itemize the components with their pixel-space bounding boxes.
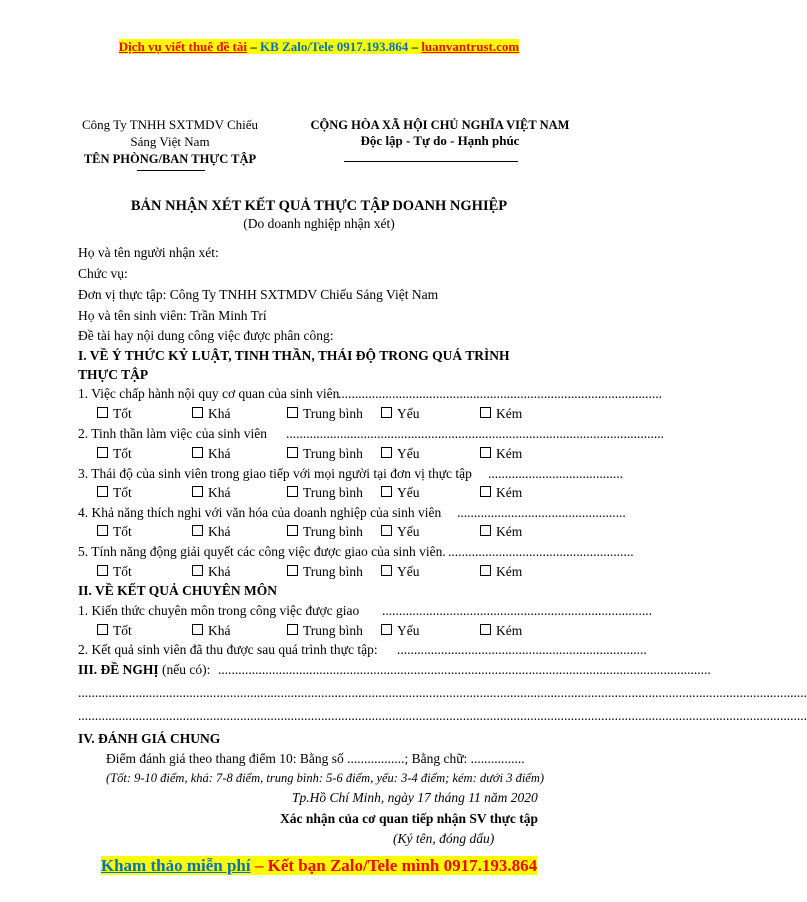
answer-dots: ........................................................................................................................................................................................................................ [78,685,807,700]
answer-dots: .................................................. [457,505,626,520]
section2-item-1: 1. Kiến thức chuyên môn trong công việc được giao [78,603,360,618]
document-title: BẢN NHẬN XÉT KẾT QUẢ THỰC TẬP DOANH NGHIỆP [130,198,508,214]
checkbox-icon[interactable] [287,624,298,635]
department-name: TÊN PHÒNG/BAN THỰC TẬP [83,152,257,166]
option-fair[interactable]: Khá [192,405,231,423]
checkbox-icon[interactable] [381,486,392,497]
option-weak[interactable]: Yếu [381,523,420,541]
option-average[interactable]: Trung bình [287,622,363,640]
checkbox-icon[interactable] [287,486,298,497]
checkbox-icon[interactable] [381,525,392,536]
option-good[interactable]: Tốt [97,563,132,581]
option-weak[interactable]: Yếu [381,445,420,463]
checkbox-icon[interactable] [287,407,298,418]
option-weak[interactable]: Yếu [381,622,420,640]
section4-heading: IV. ĐÁNH GIÁ CHUNG [78,731,221,746]
checkbox-icon[interactable] [381,407,392,418]
checkbox-icon[interactable] [381,565,392,576]
section1-item-1: 1. Việc chấp hành nội quy cơ quan của sinh viên [78,386,340,401]
answer-dots: ................................................................................................ [338,386,662,401]
confirm-line: Xác nhận của cơ quan tiếp nhận SV thực tập [280,811,539,826]
checkbox-icon[interactable] [97,624,108,635]
section1-heading-line1: I. VỀ Ý THỨC KỶ LUẬT, TINH THẦN, THÁI ĐỘ TRONG QUÁ TRÌNH [78,348,510,363]
checkbox-icon[interactable] [97,486,108,497]
option-weak[interactable]: Yếu [381,563,420,581]
checkbox-icon[interactable] [480,624,491,635]
document-subtitle: (Do doanh nghiệp nhận xét) [243,216,395,231]
checkbox-icon[interactable] [192,624,203,635]
answer-dots: .................................................................................................................................................. [218,662,711,677]
answer-dots: ........................................ [488,466,623,481]
option-weak[interactable]: Yếu [381,405,420,423]
answer-dots: ................................................................................ [382,603,652,618]
checkbox-icon[interactable] [480,565,491,576]
option-poor[interactable]: Kém [480,405,522,423]
section1-item-5: 5. Tính năng động giải quyết các công việc được giao của sinh viên. [78,544,446,559]
option-average[interactable]: Trung bình [287,445,363,463]
checkbox-icon[interactable] [192,407,203,418]
option-fair[interactable]: Khá [192,563,231,581]
option-fair[interactable]: Khá [192,445,231,463]
free-reference-link[interactable]: Kham thảo miễn phí [100,856,251,875]
top-banner: Dịch vụ viết thuê đề tài – KB Zalo/Tele 0917.193.864 – luanvantrust.com [118,39,520,54]
bottom-banner [0,856,638,876]
option-good[interactable]: Tốt [97,445,132,463]
company-name-line2: Sáng Việt Nam [130,134,210,149]
service-link[interactable]: Dịch vụ viết thuê đề tài [118,39,247,54]
option-fair[interactable]: Khá [192,484,231,502]
checkbox-icon[interactable] [381,624,392,635]
checkbox-icon[interactable] [381,447,392,458]
option-fair[interactable]: Khá [192,523,231,541]
checkbox-icon[interactable] [97,447,108,458]
option-poor[interactable]: Kém [480,523,522,541]
option-poor[interactable]: Kém [480,622,522,640]
score-scale: (Tốt: 9-10 điểm, khá: 7-8 điểm, trung bình: 5-6 điểm, yếu: 3-4 điểm; kém: dưới 3 điểm) [106,771,545,785]
checkbox-icon[interactable] [287,565,298,576]
checkbox-icon[interactable] [192,525,203,536]
option-average[interactable]: Trung bình [287,523,363,541]
section1-item-2: 2. Tinh thần làm việc của sinh viên [78,426,267,441]
option-fair[interactable]: Khá [192,622,231,640]
option-average[interactable]: Trung bình [287,405,363,423]
checkbox-icon[interactable] [97,525,108,536]
website-link[interactable]: luanvantrust.com [421,39,520,54]
checkbox-icon[interactable] [287,525,298,536]
section1-heading-line2: THỰC TẬP [78,367,149,382]
checkbox-icon[interactable] [480,407,491,418]
answer-dots: .......................................................................... [397,642,647,657]
option-poor[interactable]: Kém [480,484,522,502]
checkbox-icon[interactable] [192,486,203,497]
section3-line: III. ĐỀ NGHỊ (nếu có): [78,662,211,677]
checkbox-icon[interactable] [480,486,491,497]
date-line: Tp.Hồ Chí Minh, ngày 17 tháng 11 năm 2020 [292,790,538,805]
checkbox-icon[interactable] [97,565,108,576]
option-good[interactable]: Tốt [97,622,132,640]
nation-title: CỘNG HÒA XÃ HỘI CHỦ NGHĨA VIỆT NAM [310,118,570,132]
nation-motto: Độc lập - Tự do - Hạnh phúc [360,133,520,148]
contact-text: – Kết bạn Zalo/Tele mình 0917.193.864 [250,856,538,875]
checkbox-icon[interactable] [192,565,203,576]
answer-dots: ................................................................................................................ [286,426,664,441]
student-line: Họ và tên sinh viên: Trần Minh Trí [78,308,267,323]
checkbox-icon[interactable] [480,525,491,536]
section3-heading: III. ĐỀ NGHỊ [78,662,159,677]
option-average[interactable]: Trung bình [287,484,363,502]
section1-item-3: 3. Thái độ của sinh viên trong giao tiếp với mọi người tại đơn vị thực tập [78,466,472,481]
section2-item-2: 2. Kết quả sinh viên đã thu được sau quá trình thực tập: [78,642,378,657]
option-good[interactable]: Tốt [97,405,132,423]
option-poor[interactable]: Kém [480,445,522,463]
option-poor[interactable]: Kém [480,563,522,581]
option-weak[interactable]: Yếu [381,484,420,502]
checkbox-icon[interactable] [480,447,491,458]
checkbox-icon[interactable] [97,407,108,418]
topic-line: Đề tài hay nội dung công việc được phân công: [78,328,334,343]
answer-dots: ........................................................................................................................................................................................................................ [78,708,807,723]
score-line: Điểm đánh giá theo thang điểm 10: Bằng số .................; Bằng chữ: ................ [106,751,525,766]
contact-text: KB Zalo/Tele 0917.193.864 [260,39,409,54]
section1-item-4: 4. Khả năng thích nghi với văn hóa của doanh nghiệp của sinh viên [78,505,442,520]
option-good[interactable]: Tốt [97,523,132,541]
sign-line: (Ký tên, đóng dấu) [393,831,495,846]
position-line: Chức vụ: [78,266,128,281]
company-name-line1: Công Ty TNHH SXTMDV Chiếu [81,117,259,132]
header-left-rule [137,170,205,171]
unit-line: Đơn vị thực tập: Công Ty TNHH SXTMDV Chiếu Sáng Việt Nam [78,287,439,302]
checkbox-icon[interactable] [192,447,203,458]
checkbox-icon[interactable] [287,447,298,458]
answer-dots: ....................................................... [448,544,634,559]
section2-heading: II. VỀ KẾT QUẢ CHUYÊN MÔN [78,583,278,598]
option-average[interactable]: Trung bình [287,563,363,581]
option-good[interactable]: Tốt [97,484,132,502]
header-right-rule [344,161,518,162]
reviewer-line: Họ và tên người nhận xét: [78,245,219,260]
